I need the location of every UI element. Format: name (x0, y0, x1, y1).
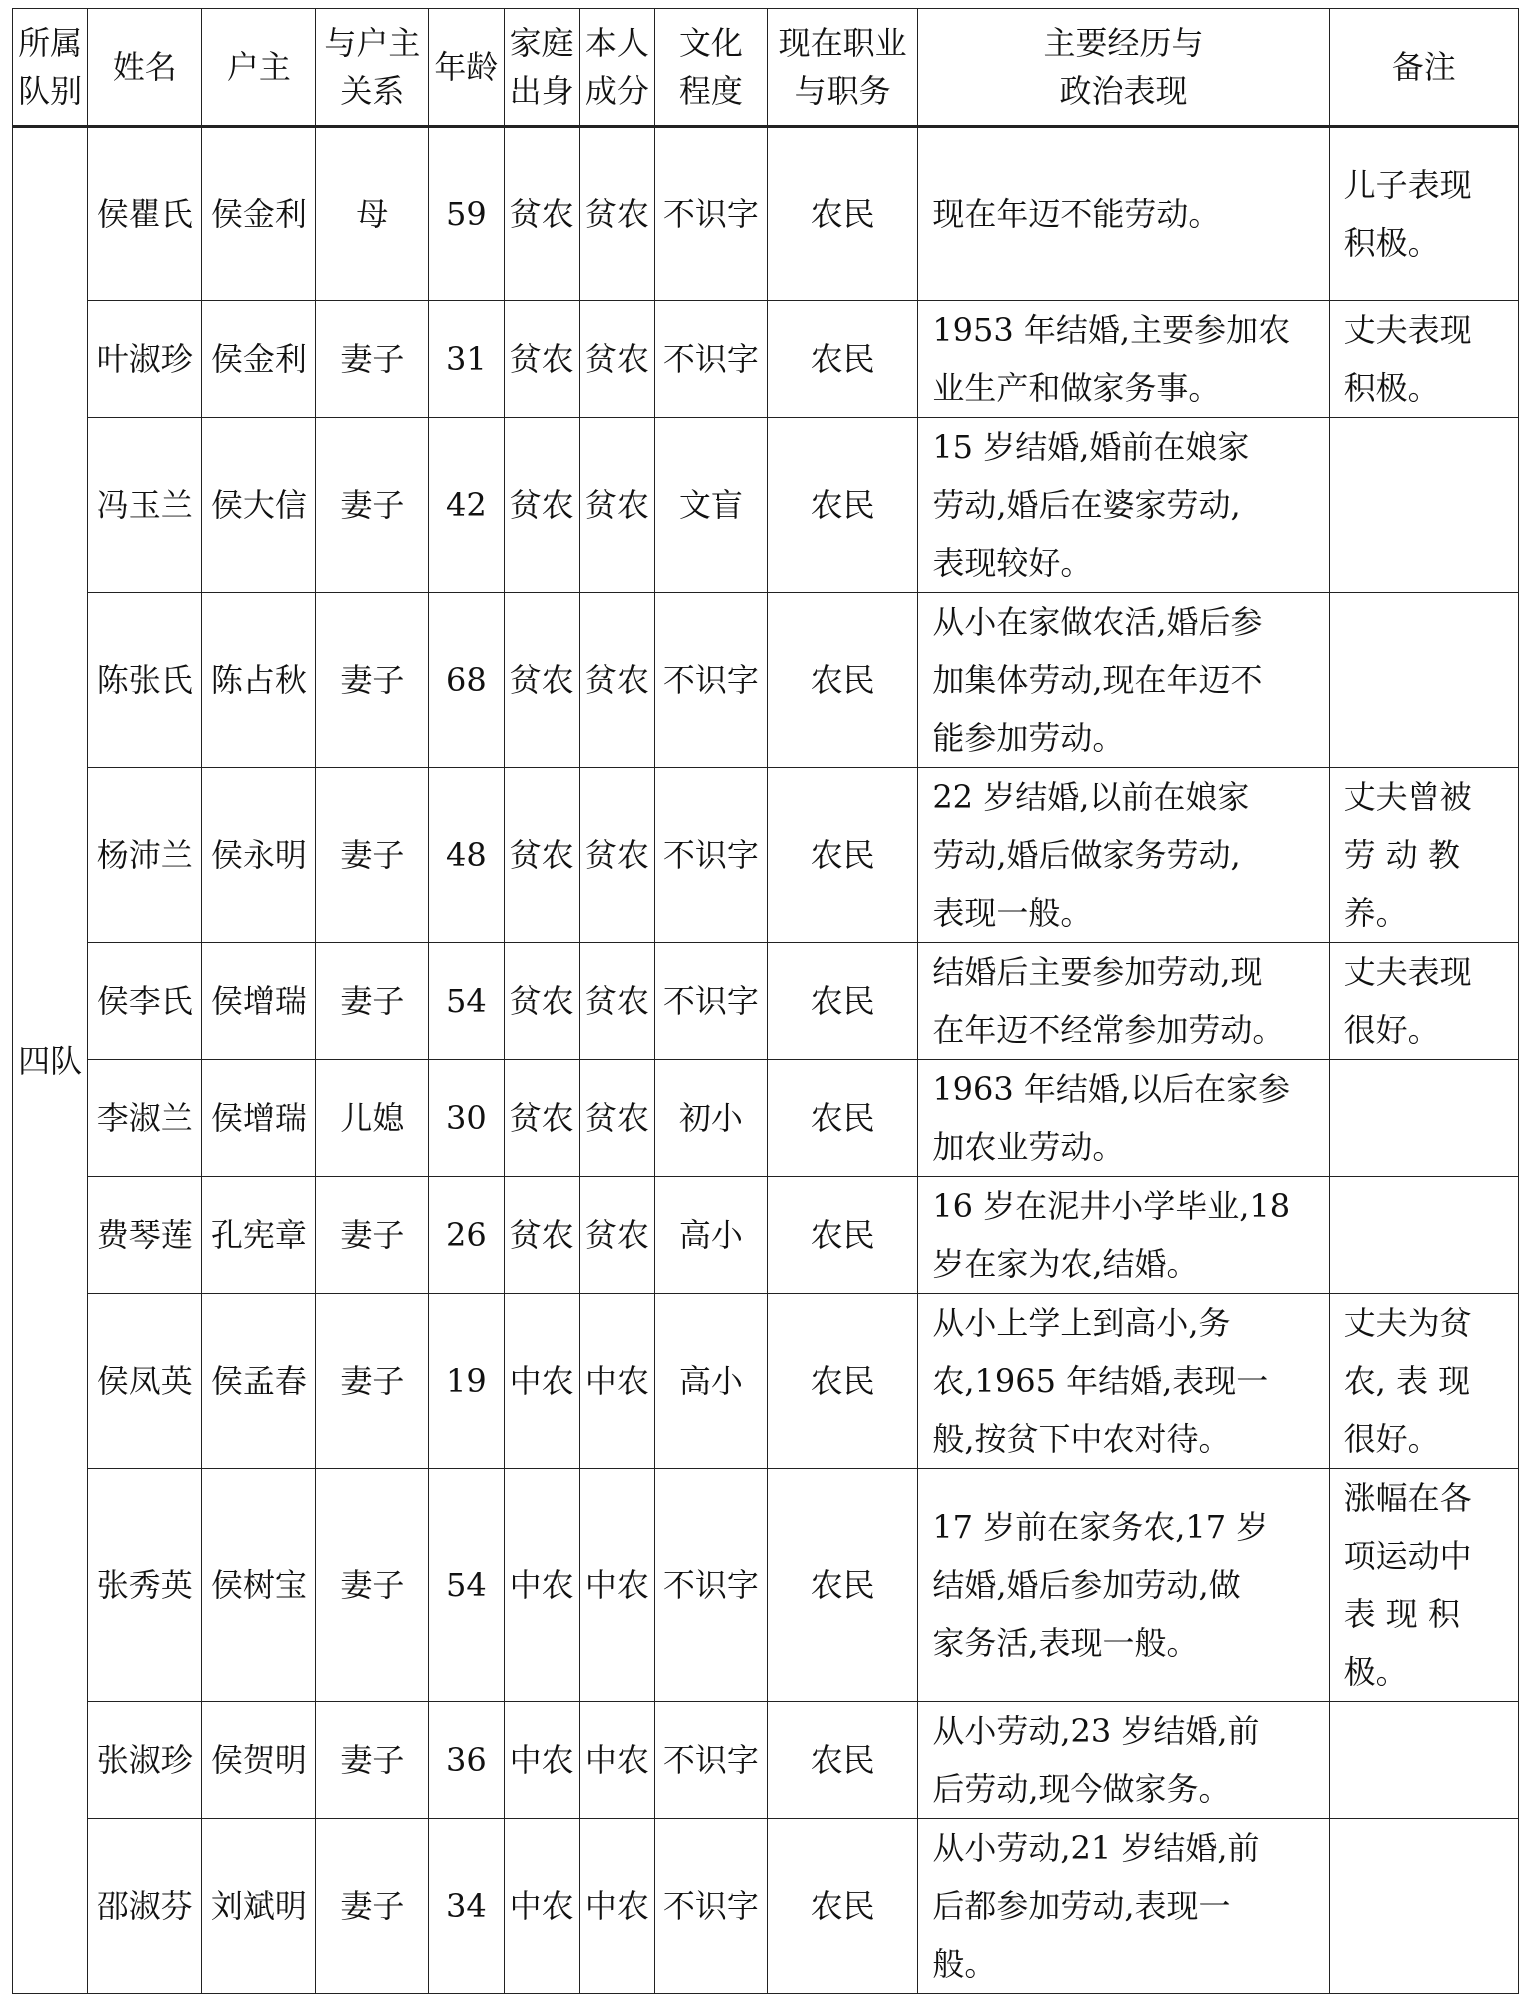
remarks-cell-line: 养。 (1343, 894, 1408, 932)
education-cell: 不识字 (655, 301, 768, 418)
household-head-cell: 孔宪章 (202, 1177, 316, 1294)
remarks-cell (1329, 1469, 1518, 1702)
own-class-cell: 贫农 (579, 301, 654, 418)
age-cell: 54 (429, 943, 504, 1060)
header-name (88, 9, 202, 127)
household-head-cell: 侯金利 (202, 127, 316, 301)
relation-cell: 儿媳 (316, 1060, 429, 1177)
header-occupation (767, 9, 917, 127)
age-cell: 34 (429, 1819, 504, 1994)
header-family-origin (504, 9, 579, 127)
remarks-cell-line: 儿子表现 (1343, 166, 1472, 204)
remarks-cell-line: 农, 表 现 (1343, 1362, 1471, 1400)
occupation-cell: 农民 (767, 301, 917, 418)
household-head-cell: 侯永明 (202, 768, 316, 943)
member-register-table (12, 8, 1519, 1994)
relation-cell: 母 (316, 127, 429, 301)
relation-cell: 妻子 (316, 418, 429, 593)
occupation-cell: 农民 (767, 1177, 917, 1294)
occupation-cell: 农民 (767, 1060, 917, 1177)
relation-cell: 妻子 (316, 301, 429, 418)
remarks-cell (1329, 1294, 1518, 1469)
history-cell (918, 1469, 1329, 1702)
table-row (13, 127, 1519, 301)
age-cell: 59 (429, 127, 504, 301)
header-history (918, 9, 1329, 127)
history-cell-line: 1953 年结婚,主要参加农 (932, 311, 1291, 349)
age-cell: 19 (429, 1294, 504, 1469)
relation-cell: 妻子 (316, 768, 429, 943)
register-body (13, 127, 1519, 1994)
register-page (12, 8, 1519, 1983)
history-cell-line: 加农业劳动。 (932, 1128, 1125, 1166)
household-head-cell: 侯贺明 (202, 1702, 316, 1819)
household-head-cell: 侯增瑞 (202, 943, 316, 1060)
relation-cell: 妻子 (316, 1702, 429, 1819)
header-line: 备注 (1391, 48, 1456, 86)
table-row (13, 1469, 1519, 1702)
family-origin-cell: 中农 (504, 1819, 579, 1994)
household-head-cell: 侯树宝 (202, 1469, 316, 1702)
header-line: 户主 (226, 48, 291, 86)
history-cell-line: 从小劳动,21 岁结婚,前 (932, 1829, 1260, 1867)
education-cell: 不识字 (655, 943, 768, 1060)
remarks-cell-line: 劳 动 教 (1343, 836, 1460, 874)
education-cell: 文盲 (655, 418, 768, 593)
remarks-cell (1329, 418, 1518, 593)
family-origin-cell: 贫农 (504, 418, 579, 593)
age-cell: 26 (429, 1177, 504, 1294)
history-cell (918, 1294, 1329, 1469)
history-cell-line: 1963 年结婚,以后在家参 (932, 1070, 1291, 1108)
own-class-cell: 贫农 (579, 768, 654, 943)
history-cell-line: 从小上学上到高小,务 (932, 1304, 1231, 1342)
header-relation (316, 9, 429, 127)
table-row (13, 1177, 1519, 1294)
education-cell: 高小 (655, 1177, 768, 1294)
family-origin-cell: 中农 (504, 1294, 579, 1469)
history-cell-line: 般。 (932, 1945, 997, 1983)
occupation-cell: 农民 (767, 768, 917, 943)
name-cell: 叶淑珍 (88, 301, 202, 418)
header-age (429, 9, 504, 127)
history-cell-line: 岁在家为农,结婚。 (932, 1245, 1199, 1283)
household-head-cell: 侯增瑞 (202, 1060, 316, 1177)
history-cell (918, 1060, 1329, 1177)
age-cell: 68 (429, 593, 504, 768)
education-cell: 不识字 (655, 593, 768, 768)
history-cell-line: 后劳动,现今做家务。 (932, 1770, 1231, 1808)
remarks-cell-line: 丈夫为贫 (1343, 1304, 1472, 1342)
remarks-cell-line: 积极。 (1343, 224, 1440, 262)
occupation-cell: 农民 (767, 1294, 917, 1469)
header-education (655, 9, 768, 127)
header-line: 所属 (18, 24, 83, 62)
name-cell: 杨沛兰 (88, 768, 202, 943)
household-head-cell: 刘斌明 (202, 1819, 316, 1994)
history-cell-line: 后都参加劳动,表现一 (932, 1887, 1231, 1925)
name-cell: 侯李氏 (88, 943, 202, 1060)
name-cell: 侯瞿氏 (88, 127, 202, 301)
history-cell-line: 劳动,婚后在婆家劳动, (932, 486, 1241, 524)
header-line: 程度 (678, 72, 743, 110)
remarks-cell (1329, 127, 1518, 301)
history-cell (918, 943, 1329, 1060)
name-cell: 李淑兰 (88, 1060, 202, 1177)
table-row (13, 1819, 1519, 1994)
name-cell: 陈张氏 (88, 593, 202, 768)
remarks-cell-line: 很好。 (1343, 1420, 1440, 1458)
name-cell: 侯凤英 (88, 1294, 202, 1469)
education-cell: 不识字 (655, 1469, 768, 1702)
age-cell: 48 (429, 768, 504, 943)
header-line: 姓名 (112, 48, 177, 86)
name-cell: 费琴莲 (88, 1177, 202, 1294)
remarks-cell-line: 表 现 积 (1343, 1595, 1460, 1633)
education-cell: 不识字 (655, 127, 768, 301)
household-head-cell: 侯孟春 (202, 1294, 316, 1469)
relation-cell: 妻子 (316, 1177, 429, 1294)
age-cell: 36 (429, 1702, 504, 1819)
family-origin-cell: 贫农 (504, 943, 579, 1060)
own-class-cell: 贫农 (579, 1060, 654, 1177)
history-cell (918, 127, 1329, 301)
occupation-cell: 农民 (767, 418, 917, 593)
relation-cell: 妻子 (316, 943, 429, 1060)
table-row (13, 943, 1519, 1060)
remarks-cell-line: 丈夫曾被 (1343, 778, 1472, 816)
history-cell-line: 从小在家做农活,婚后参 (932, 603, 1263, 641)
header-line: 与户主 (324, 24, 421, 62)
history-cell-line: 结婚,婚后参加劳动,做 (932, 1566, 1241, 1604)
own-class-cell: 中农 (579, 1819, 654, 1994)
family-origin-cell: 贫农 (504, 1060, 579, 1177)
remarks-cell-line: 丈夫表现 (1343, 953, 1472, 991)
occupation-cell: 农民 (767, 1819, 917, 1994)
header-household-head (202, 9, 316, 127)
header-team (13, 9, 88, 127)
family-origin-cell: 中农 (504, 1702, 579, 1819)
name-cell: 张淑珍 (88, 1702, 202, 1819)
family-origin-cell: 贫农 (504, 1177, 579, 1294)
history-cell-line: 加集体劳动,现在年迈不 (932, 661, 1263, 699)
history-cell (918, 1177, 1329, 1294)
remarks-cell (1329, 1177, 1518, 1294)
family-origin-cell: 贫农 (504, 593, 579, 768)
own-class-cell: 贫农 (579, 418, 654, 593)
header-line: 年龄 (434, 48, 499, 86)
history-cell-line: 表现一般。 (932, 894, 1093, 932)
header-line: 现在职业 (778, 24, 907, 62)
history-cell-line: 22 岁结婚,以前在娘家 (932, 778, 1250, 816)
table-row (13, 1294, 1519, 1469)
history-cell-line: 农,1965 年结婚,表现一 (932, 1362, 1269, 1400)
history-cell (918, 1702, 1329, 1819)
remarks-cell (1329, 1060, 1518, 1177)
own-class-cell: 贫农 (579, 943, 654, 1060)
header-own-class (579, 9, 654, 127)
remarks-cell (1329, 943, 1518, 1060)
remarks-cell-line: 丈夫表现 (1343, 311, 1472, 349)
header-line: 出身 (509, 72, 574, 110)
remarks-cell-line: 很好。 (1343, 1011, 1440, 1049)
occupation-cell: 农民 (767, 943, 917, 1060)
header-line: 成分 (584, 72, 649, 110)
history-cell-line: 15 岁结婚,婚前在娘家 (932, 428, 1250, 466)
remarks-cell (1329, 768, 1518, 943)
occupation-cell: 农民 (767, 1469, 917, 1702)
own-class-cell: 中农 (579, 1469, 654, 1702)
education-cell: 不识字 (655, 768, 768, 943)
occupation-cell: 农民 (767, 1702, 917, 1819)
header-line: 主要经历与 (1043, 24, 1204, 62)
header-remarks (1329, 9, 1518, 127)
table-row (13, 418, 1519, 593)
history-cell-line: 现在年迈不能劳动。 (932, 195, 1221, 233)
header-line: 本人 (584, 24, 649, 62)
header-line: 文化 (678, 24, 743, 62)
remarks-cell (1329, 301, 1518, 418)
history-cell (918, 418, 1329, 593)
table-row (13, 1060, 1519, 1177)
history-cell (918, 593, 1329, 768)
history-cell-line: 表现较好。 (932, 544, 1093, 582)
occupation-cell: 农民 (767, 593, 917, 768)
header-line: 关系 (340, 72, 405, 110)
history-cell-line: 般,按贫下中农对待。 (932, 1420, 1231, 1458)
remarks-cell-line: 项运动中 (1343, 1537, 1472, 1575)
name-cell: 张秀英 (88, 1469, 202, 1702)
own-class-cell: 中农 (579, 1294, 654, 1469)
age-cell: 30 (429, 1060, 504, 1177)
name-cell: 邵淑芬 (88, 1819, 202, 1994)
family-origin-cell: 中农 (504, 1469, 579, 1702)
family-origin-cell: 贫农 (504, 301, 579, 418)
own-class-cell: 中农 (579, 1702, 654, 1819)
history-cell-line: 能参加劳动。 (932, 719, 1125, 757)
history-cell-line: 16 岁在泥井小学毕业,18 (932, 1187, 1291, 1225)
remarks-cell-line: 积极。 (1343, 369, 1440, 407)
remarks-cell-line: 极。 (1343, 1653, 1408, 1691)
relation-cell: 妻子 (316, 1294, 429, 1469)
household-head-cell: 陈占秋 (202, 593, 316, 768)
history-cell-line: 从小劳动,23 岁结婚,前 (932, 1712, 1260, 1750)
household-head-cell: 侯大信 (202, 418, 316, 593)
history-cell-line: 17 岁前在家务农,17 岁 (932, 1508, 1269, 1546)
history-cell-line: 劳动,婚后做家务劳动, (932, 836, 1241, 874)
remarks-cell (1329, 593, 1518, 768)
education-cell: 初小 (655, 1060, 768, 1177)
team-cell: 四队 (13, 127, 88, 1994)
header-line: 与职务 (794, 72, 891, 110)
table-row (13, 768, 1519, 943)
table-row (13, 593, 1519, 768)
history-cell (918, 768, 1329, 943)
history-cell-line: 业生产和做家务事。 (932, 369, 1221, 407)
own-class-cell: 贫农 (579, 127, 654, 301)
household-head-cell: 侯金利 (202, 301, 316, 418)
header-line: 政治表现 (1059, 72, 1188, 110)
relation-cell: 妻子 (316, 1469, 429, 1702)
history-cell-line: 在年迈不经常参加劳动。 (932, 1011, 1285, 1049)
family-origin-cell: 贫农 (504, 768, 579, 943)
age-cell: 42 (429, 418, 504, 593)
age-cell: 31 (429, 301, 504, 418)
relation-cell: 妻子 (316, 593, 429, 768)
history-cell (918, 301, 1329, 418)
education-cell: 不识字 (655, 1819, 768, 1994)
own-class-cell: 贫农 (579, 593, 654, 768)
remarks-cell-line: 涨幅在各 (1343, 1479, 1472, 1517)
remarks-cell (1329, 1702, 1518, 1819)
remarks-cell (1329, 1819, 1518, 1994)
header-row (13, 9, 1519, 127)
header-line: 家庭 (509, 24, 574, 62)
history-cell-line: 结婚后主要参加劳动,现 (932, 953, 1263, 991)
education-cell: 高小 (655, 1294, 768, 1469)
age-cell: 54 (429, 1469, 504, 1702)
name-cell: 冯玉兰 (88, 418, 202, 593)
family-origin-cell: 贫农 (504, 127, 579, 301)
education-cell: 不识字 (655, 1702, 768, 1819)
table-row (13, 301, 1519, 418)
table-row (13, 1702, 1519, 1819)
own-class-cell: 贫农 (579, 1177, 654, 1294)
occupation-cell: 农民 (767, 127, 917, 301)
history-cell-line: 家务活,表现一般。 (932, 1624, 1199, 1662)
relation-cell: 妻子 (316, 1819, 429, 1994)
header-line: 队别 (18, 72, 83, 110)
history-cell (918, 1819, 1329, 1994)
